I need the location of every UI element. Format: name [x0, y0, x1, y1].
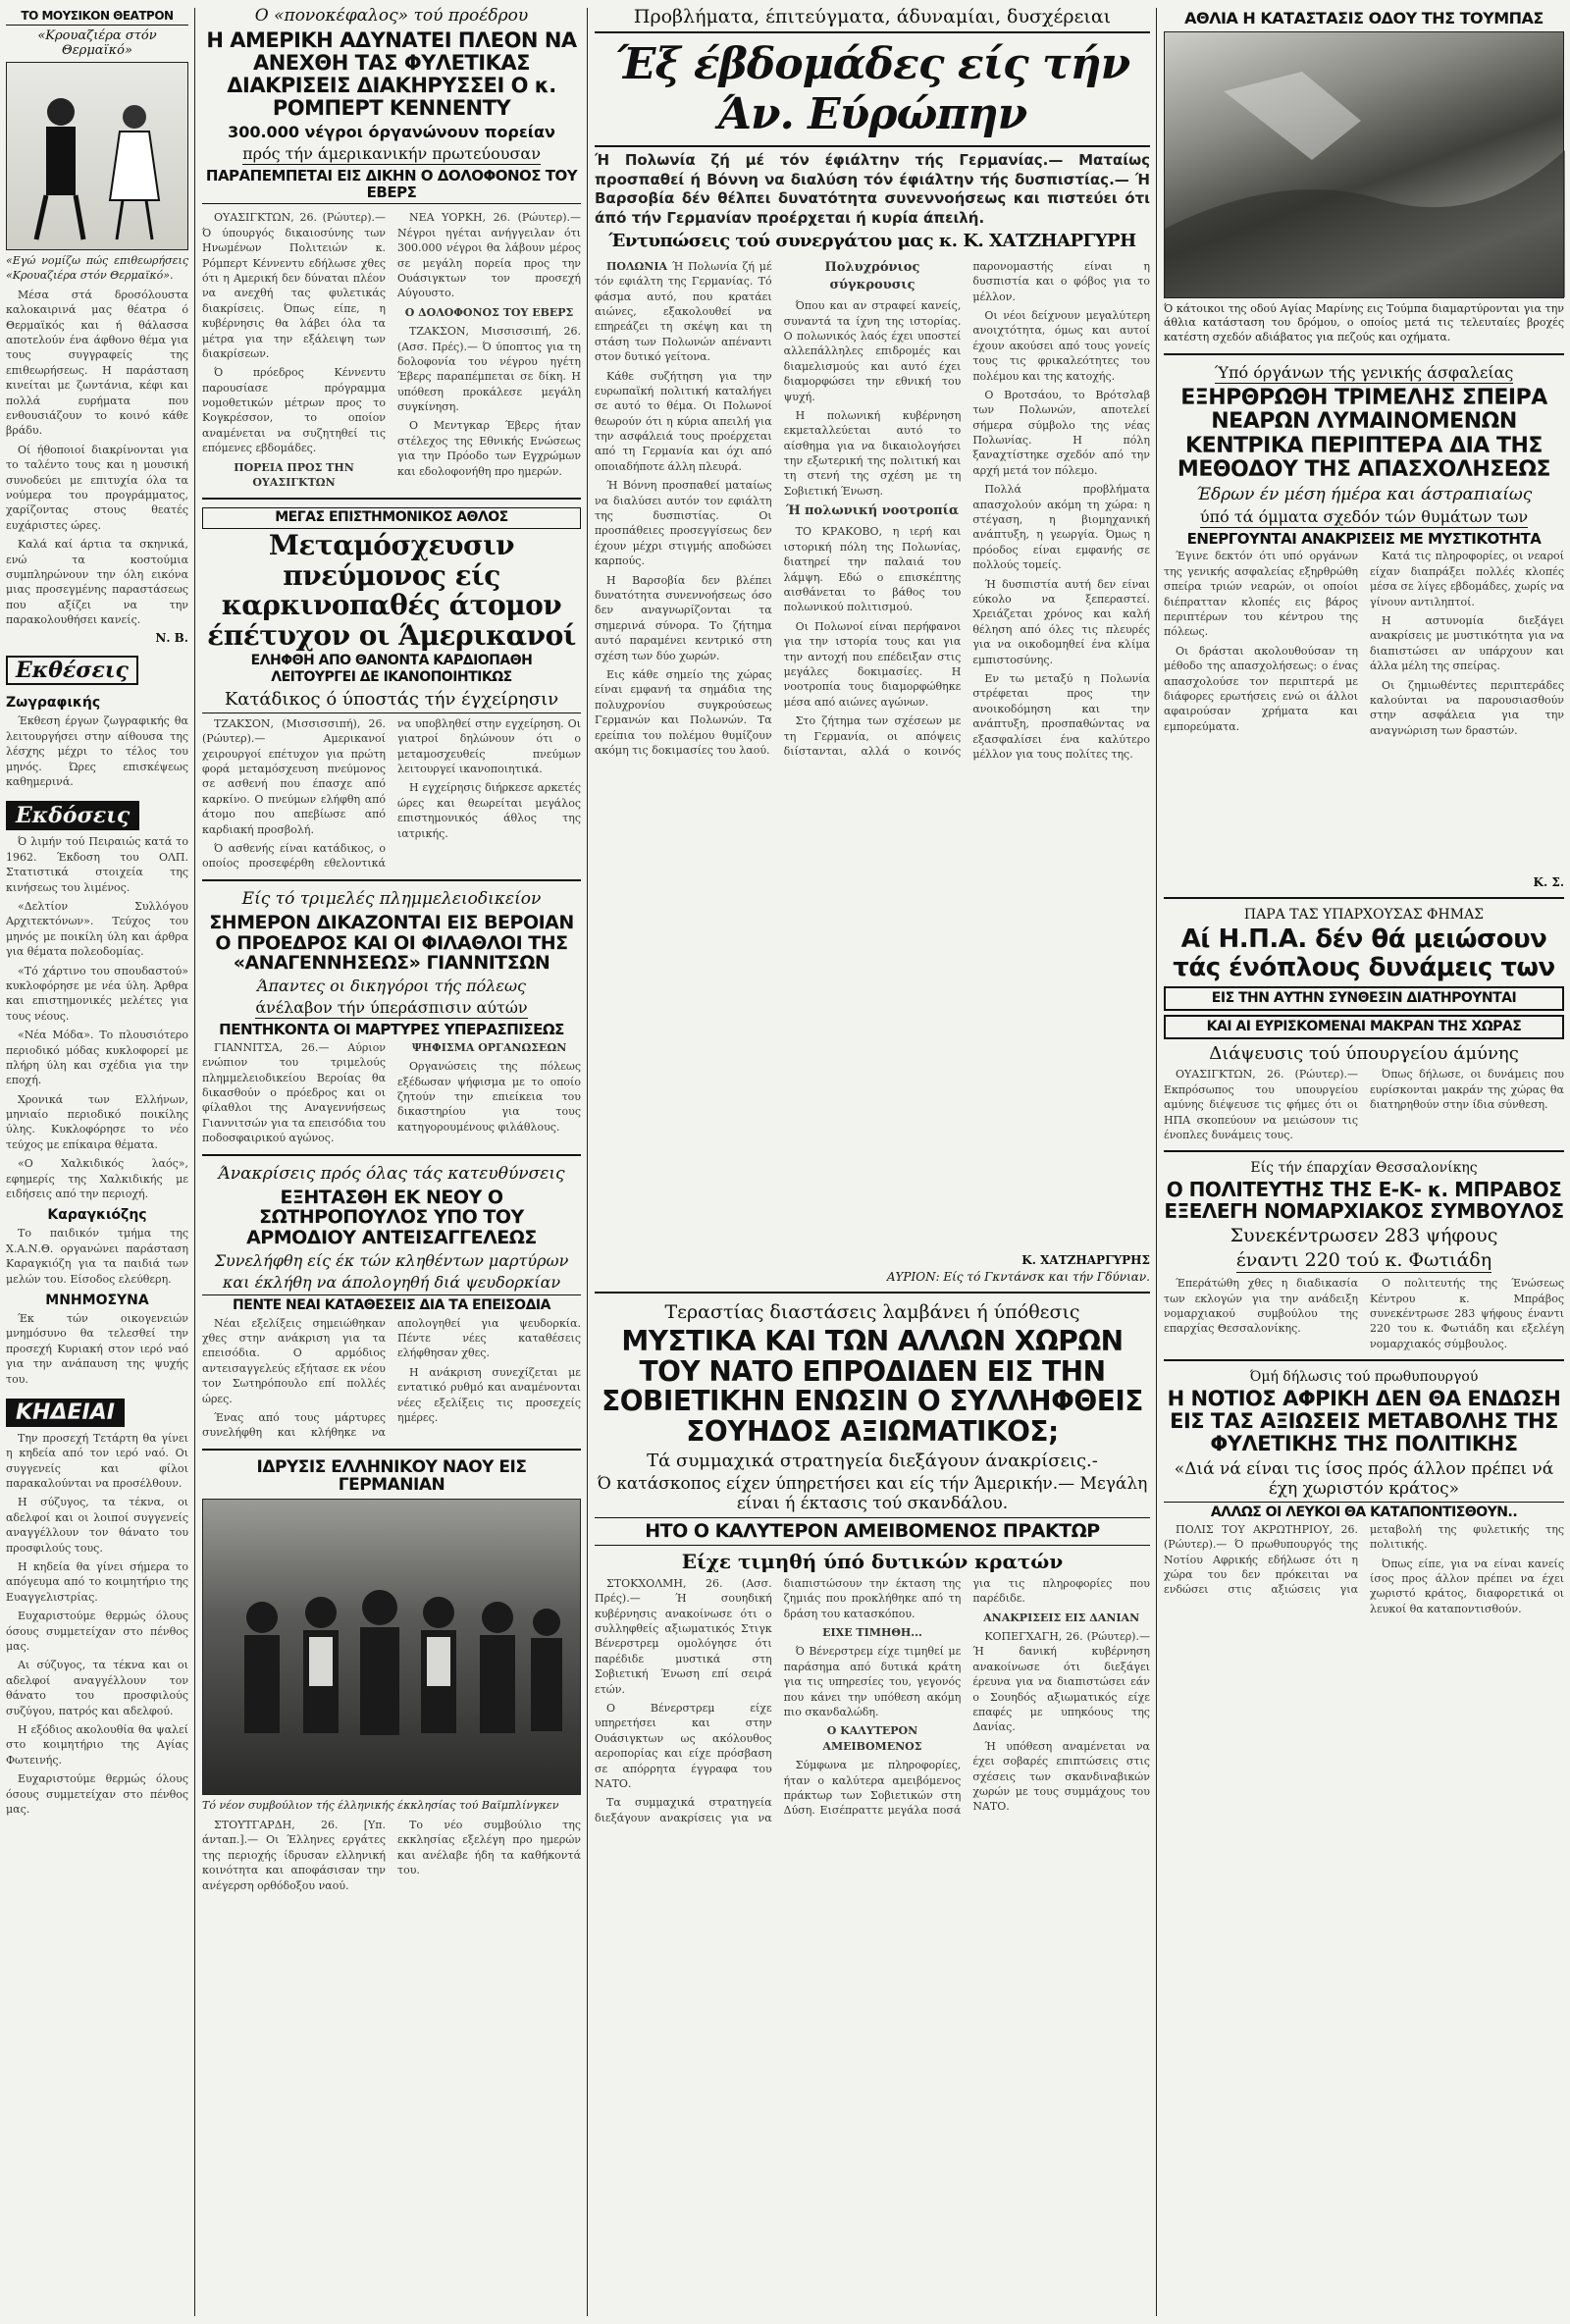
usa-sub3: Διάψευσις τού ύπουργείου άμύνης	[1209, 1043, 1519, 1065]
bravos-sub2-wrap	[1164, 1249, 1564, 1273]
transplant-sub1: ΕΛΗΦΘΗ ΑΠΟ ΘΑΝΟΝΤΑ ΚΑΡΔΙΟΠΑΘΗ	[250, 652, 533, 668]
africa-dateline: ΠΟΛΙΣ ΤΟΥ ΑΚΡΩΤΗΡΙΟΥ, 26. (Ρώυτερ).—	[1164, 1522, 1358, 1552]
lead-sub2-wrap	[202, 144, 581, 165]
series-side-head: Πολυχρόνιος σύγκρουσις	[824, 259, 920, 292]
nato-body: ΣΤΟΚΧΟΛΜΗ, 26. (Ασσ. Πρές).— Ή σουηδική κυβέρνησις ανακοίνωσε ότι ο συλληφθείς αξιωματικός Στιγκ Βένερστρεμ ομολόγησε ότι παρέδιδε μυστικά στη Σοβιετική Ένωση επί σειρά ετών. Ο Βένερστρεμ είχε υπηρετήσει και στην Ουάσιγκτων ως ακόλουθος αεροπορίας και είχε πρόσβαση σε απόρρητα έγγραφα του ΝΑΤΟ. Τα συμμαχικά στρατηγεία διεξάγουν ανακρίσεις για να διαπιστώσουν την έκταση της ζημιάς που προκλήθηκε από τη δράση του κατασκόπου. ΕΙΧΕ ΤΙΜΗΘΗ... Ό Βένερστρεμ είχε τιμηθεί με παράσημα από δυτικά κράτη για τις υπηρεσίες του, γεγονός που κάνει την υπόθεση ακόμη πιο σκανδαλώδη. Ο ΚΑΛΥΤΕΡΟΝ ΑΜΕΙΒΟΜΕΝΟΣ Σύμφωνα με πληροφορίες, ήταν ο καλύτερα αμειβόμενος πράκτωρ των Σοβιετικών στη Δύση. Εισέπραττε μεγάλα ποσά για τις πληροφορίες που παρέδιδε. ΑΝΑΚΡΙΣΕΙΣ ΕΙΣ ΔΑΝΙΑΝ ΚΟΠΕΓΧΑΓΗ, 26. (Ρώυτερ).— Ή δανική κυβέρνηση ανακοίνωσε ότι διεξάγει έρευνα για να διαπιστώσει εάν ο Σουηδός αξιωματικός είχε επαφές με υπηκόους της Δανίας. Ή υπόθεση αναμένεται να έχει σοβαρές επιπτώσεις στις σχέσεις των σκανδιναβικών χωρών με τους συμμάχους του ΝΑΤΟ.	[595, 1576, 1150, 1824]
publications-text: Ό λιμήν τού Πειραιώς κατά το 1962. Έκδοση του ΟΛΠ. Στατιστικά στοιχεία της κινήσεως του λιμένος. «Δελτίον Συλλόγου Αρχιτεκτόνων». Τεύχος του μηνός με ποικίλη ύλη και άρθρα για θέματα πολεοδομίας. «Τό χάρτινο του σπουδαστού» κυκλοφόρησε με νέα ύλη. Άρθρα και επιστημονικές μελέτες για τους νέους. «Νέα Μόδα». Το πλουσιότερο περιοδικό μόδας κυκλοφορεί με πλήρη ύλη και σχέδια για την εποχή. Χρονικά των Ελλήνων, μηνιαίο περιοδικό ποικίλης ύλης. Κυκλοφόρησε το νέο τεύχος με επίκαιρα θέματα. «Ο Χαλκιδικός λαός», εφημερίς της Χαλκιδικής με ειδήσεις από την περιοχή.	[6, 835, 188, 1201]
church-headline: ΙΔΡΥΣΙΣ ΕΛΛΗΝΙΚΟΥ ΝΑΟΥ ΕΙΣ ΓΕΡΜΑΝΙΑΝ	[256, 1456, 527, 1496]
left-column-title: ΤΟ ΜΟΥΣΙΚΟΝ ΘΕΑΤΡΟΝ	[6, 10, 188, 26]
usa-body: ΟΥΑΣΙΓΚΤΩΝ, 26. (Ρώυτερ).— Εκπρόσωπος του υπουργείου αμύνης διέψευσε τις φήμες ότι οι ΗΠΑ σκοπεύουν να μειώσουν τις ένοπλες δυνάμεις τους. Όπως δήλωσε, οι δυνάμεις που ευρίσκονται μακράν της χώρας θα διατηρηθούν στην ίδια σύνθεση.	[1164, 1068, 1564, 1141]
investigation-headline: ΕΞΗΤΑΣΘΗ ΕΚ ΝΕΟΥ Ο ΣΩΤΗΡΟΠΟΥΛΟΣ ΥΠΟ ΤΟΥ ΑΡΜΟΔΙΟΥ ΑΝΤΕΙΣΑΓΓΕΛΕΩΣ	[246, 1186, 537, 1249]
transplant-sub3: Κατάδικος ό ύποστάς τήν έγχείρησιν	[202, 689, 581, 713]
lead-body: ΟΥΑΣΙΓΚΤΩΝ, 26. (Ρώυτερ).— Ό ύπουργός δικαιοσύνης των Ηνωμένων Πολιτειών κ. Ρόμπερτ Κέννεντυ εδήλωσε χθες ότι η Αμερική δεν δύναται πλέον να ανεχθή τας φυλετικάς διακρίσεις. Όπως είπε, η κυβέρνησις θα λάβει όλα τα μέτρα για την εξάλειψη των διακρίσεων. Ό πρόεδρος Κέννεντυ παρουσίασε πρόγραμμα νομοθετικών μέτρων προς το Κογκρέσσον, το οποίον αναμένεται να συζητηθεί τις επόμενες εβδομάδες. ΠΟΡΕΙΑ ΠΡΟΣ ΤΗΝ ΟΥΑΣΙΓΚΤΩΝ ΝΕΑ ΥΟΡΚΗ, 26. (Ρώυτερ).— Νέγροι ηγέται ανήγγειλαν ότι 300.000 νέγροι θα λάβουν μέρος σε μεγάλη πορεία προς την Ουάσιγκτων τον προσεχή Αύγουστο. Ο ΔΟΛΟΦΟΝΟΣ ΤΟΥ ΕΒΕΡΣ ΤΖΑΚΣΟΝ, Μισσισσιπή, 26. (Ασσ. Πρές).— Ό ύποπτος για τη δολοφονία του νέγρου ηγέτη Έβερς παραπέμπεται σε δίκη. Η υπόθεση προκάλεσε μεγάλη συγκίνηση. Ο Μεντγκαρ Έβερς ήταν στέλεχος της Εθνικής Ενώσεως για την Πρόοδο των Εγχρώμων και εδολοφονήθη προ ημερών.	[202, 211, 581, 490]
africa-quote: «Διά νά είναι τις ίσος πρός άλλον πρέπει νά έχη χωριστόν κράτος»	[1164, 1459, 1564, 1503]
nato-dateline2: ΚΟΠΕΓΧΑΓΗ, 26. (Ρώυτερ).—	[984, 1630, 1150, 1644]
africa-headline: Η ΝΟΤΙΟΣ ΑΦΡΙΚΗ ΔΕΝ ΘΑ ΕΝΔΩΣΗ ΕΙΣ ΤΑΣ ΑΞΙΩΣΕΙΣ ΜΕΤΑΒΟΛΗΣ ΤΗΣ ΦΥΛΕΤΙΚΗΣ ΤΗΣ ΠΟΛΙΤΙΚΗΣ	[1167, 1387, 1561, 1456]
trial-sub3: ΠΕΝΤΗΚΟΝΤΑ ΟΙ ΜΑΡΤΥΡΕΣ ΥΠΕΡΑΣΠΙΣΕΩΣ	[219, 1021, 564, 1039]
series-next: ΑΥΡΙΟΝ: Είς τό Γκντάνσκ και τήν Γδύνιαν.	[886, 1269, 1150, 1284]
lead-sub1: 300.000 νέγροι όργανώνουν πορείαν	[228, 123, 555, 142]
nato-headline: ΜΥΣΤΙΚΑ ΚΑΙ ΤΩΝ ΑΛΛΩΝ ΧΩΡΩΝ ΤΟΥ ΝΑΤΟ ΕΠΡΟΔΙΔΕΝ ΕΙΣ ΤΗΝ ΣΟΒΙΕΤΙΚΗΝ ΕΝΩΣΙΝ Ο ΣΥΛΛΗΦΘΕΙΣ ΣΟΥΗΔΟΣ ΑΞΙΩΜΑΤΙΚΟΣ;	[602, 1324, 1143, 1449]
africa-sub: ΑΛΛΩΣ ΟΙ ΛΕΥΚΟΙ ΘΑ ΚΑΤΑΠΟΝΤΙΣΘΟΥΝ..	[1210, 1504, 1518, 1520]
church-dateline: ΣΤΟΥΤΓΑΡΔΗ, 26. [Υπ. άνταπ.].—	[202, 1818, 386, 1847]
center-divider-1	[202, 498, 581, 500]
nato-dateline: ΣΤΟΚΧΟΛΜΗ, 26. (Ασσ. Πρές).—	[595, 1576, 772, 1606]
right-column	[1164, 0, 1564, 2324]
nato-kicker: Τεραστίας διαστάσεις λαμβάνει ή ύπόθεσις	[664, 1300, 1080, 1323]
church-council-photo	[202, 1499, 581, 1795]
trial-body: ΓΙΑΝΝΙΤΣΑ, 26.— Αύριον ενώπιον του τριμελούς πλημμελειοδικείου Βεροίας θα δικασθούν ο πρόεδρος και οι φίλαθλοι της Αναγεννήσεως Γιαννιτσών για τα επεισόδια του ποδοσφαιρικού αγώνος. ΨΗΦΙΣΜΑ ΟΡΓΑΝΩΣΕΩΝ Οργανώσεις της πόλεως εξέδωσαν ψήφισμα με το οποίο ζητούν την επιείκεια του δικαστηρίου για τους κατηγορουμένους φιλάθλους.	[202, 1040, 581, 1145]
right-divider-1	[1164, 353, 1564, 355]
column-rule-2	[587, 8, 588, 2316]
road-photo-title: ΑΘΛΙΑ Η ΚΑΤΑΣΤΑΣΙΣ ΟΔΟΥ ΤΗΣ ΤΟΥΜΠΑΣ	[1184, 9, 1544, 27]
middle-divider-1	[595, 1292, 1150, 1294]
gang-signoff: Κ. Σ.	[1533, 875, 1564, 890]
lead-headline: Η ΑΜΕΡΙΚΗ ΑΔΥΝΑΤΕΙ ΠΛΕΟΝ ΝΑ ΑΝΕΧΘΗ ΤΑΣ ΦΥΛΕΤΙΚΑΣ ΔΙΑΚΡΙΣΕΙΣ ΔΙΑΚΗΡΥΣΣΕΙ Ο κ. ΡΟΜΠΕΡΤ ΚΕΝΝΕΝΤΥ	[206, 28, 577, 121]
investigation-body: Νέαι εξελίξεις σημειώθηκαν χθες στην ανάκριση για τα επεισόδια. Ο αρμόδιος αντεισαγγελεύς εξήτασε εκ νέου τον Σωτηρόπουλο επί πολλές ώρες. Ένας από τους μάρτυρες συνελήφθη και κλήθηκε να απολογηθεί για ψευδορκία. Πέντε νέες καταθέσεις ελήφθησαν χθες. Η ανάκριση συνεχίζεται με εντατικό ρυθμό και αναμένονται νέες εξελίξεις τις προσεχείς ημέρες.	[202, 1316, 581, 1440]
gang-sub2-wrap	[1164, 507, 1564, 528]
section-ekthesis: Εκθέσεις	[6, 656, 138, 685]
nato-sub4: Είχε τιμηθή ύπό δυτικών κρατών	[681, 1549, 1064, 1573]
lead-dateline: ΟΥΑΣΙΓΚΤΩΝ, 26. (Ρώυτερ).—	[214, 211, 386, 225]
middle-column	[595, 0, 1150, 2324]
series-body: ΠΟΛΩΝΙΑ Ή Πολωνία ζή μέ τόν εφιάλτη της Γερμανίας. Τό φάσμα αυτό, που κρατάει αιώνες, εξακολουθεί να επηρεάζει τη σκέψη και τη στάση των Πολωνών απέναντι στον δυτικό γείτονα. Κάθε συζήτηση για την ευρωπαϊκή πολιτική καταλήγει σε αυτό το θέμα. Οι Πολωνοί θεωρούν ότι η κύρια απειλή για την ασφάλειά τους προέρχεται από τη Γερμανία και όχι από οποιαδήποτε άλλη πλευρά. Ή Βόννη προσπαθεί ματαίως να διαλύσει αυτόν τον εφιάλτη της δυσπιστίας. Οι προσπάθειες προσεγγίσεως δεν έχουν μέχρι στιγμής αποδώσει καρπούς. Η Βαρσοβία δεν βλέπει δυνατότητα συνεννοήσεως όσο δεν αναγνωρίζονται τα σημερινά σύνορα. Το ζήτημα αυτό παραμένει κεντρικό στη σχέση των δύο χωρών. Εις κάθε σημείο της χώρας είναι εμφανή τα σημάδια της πολυχρονίου συγκρούσεως Γερμανών και Πολωνών. Τα ερείπια του πολέμου θυμίζουν ακόμη τις δοκιμασίες του λαού. Πολυχρόνιος σύγκρουσις Όπου και αν στραφεί κανείς, συναντά τα ίχνη της ιστορίας. Ο πολωνικός λαός έχει υποστεί αλλεπάλληλες επιδρομές και διαμελισμούς και αυτό έχει διαμορφώσει την εθνική του ψυχή. Η πολωνική κυβέρνηση εκμεταλλεύεται αυτό το αίσθημα για να δικαιολογήσει την εξωτερική της πολιτική και τη στενή της σχέση με τη Σοβιετική Ένωση. Ή πολωνική νοοτροπία ΤΟ ΚΡΑΚΟΒΟ, η ιερή και ιστορική πόλη της Πολωνίας, διατηρεί την παλαιά του λάμψη. Εδώ ο επισκέπτης αισθάνεται το βάθος του πολωνικού πολιτισμού. Οι Πολωνοί είναι περήφανοι για την ιστορία τους και για την αντοχή που επέδειξαν στις μεγάλες δοκιμασίες. Η νοοτροπία τους διαμορφώθηκε μέσα από αιώνες αγώνων. Στο ζήτημα των σχέσεων με τη Γερμανία, οι απόψεις διίστανται, αλλά ο κοινός παρονομαστής είναι η δυσπιστία και ο φόβος για το μέλλον. Οι νέοι δείχνουν μεγαλύτερη ανοιχτότητα, όμως και αυτοί έχουν ακούσει από τους γονείς τους τις φρικαλεότητες του πολέμου και της κατοχής. Ο Βροτσάου, το Βρότσλαβ των Πολωνών, αποτελεί σήμερα σύμβολο της νέας Πολωνίας. Η πόλη ξαναχτίστηκε σχεδόν από την αρχή μετά τον πόλεμο. Πολλά προβλήματα απασχολούν ακόμη τη χώρα: η στέγαση, η βιομηχανική ανάπτυξη, η γεωργία. Όμως η πρόοδος είναι εμφανής σε πολλούς τομείς. Ή δυσπιστία αυτή δεν είναι εύκολο να ξεπεραστεί. Χρειάζεται χρόνος και καλή θέληση από όλες τις πλευρές για να οικοδομηθεί ένα κλίμα εμπιστοσύνης. Εν τω μεταξύ η Πολωνία στρέφεται προς την ανοικοδόμηση και την ανάπτυξη, προσπαθώντας να εξασφαλίσει ένα καλύτερο μέλλον για τους πολίτες της.	[595, 259, 1150, 761]
nato-sub2: Ό κατάσκοπος είχεν ύπηρετήσει και είς τήν Άμερικήν.— Μεγάλη είναι ή έκτασις τού σκανδάλου.	[597, 1473, 1148, 1513]
center-divider-3	[202, 1154, 581, 1156]
series-side-head2: Ή πολωνική νοοτροπία	[785, 503, 959, 519]
transplant-sub2: ΛΕΙΤΟΥΡΓΕΙ ΔΕ ΙΚΑΝΟΠΟΙΗΤΙΚΩΣ	[271, 669, 512, 686]
section-zografiki: Ζωγραφικής	[6, 695, 101, 712]
funerals-text: Την προσεχή Τετάρτη θα γίνει η κηδεία από τον ιερό ναό. Οι συγγενείς και φίλοι παρακαλούνται να προσέλθουν. Η σύζυγος, τα τέκνα, οι αδελφοί και οι λοιποί συγγενείς αναγγέλλουν τον θάνατο του προσφιλούς τους. Η κηδεία θα γίνει σήμερα το απόγευμα από το κοιμητήριο της Ευαγγελιστρίας. Ευχαριστούμε θερμώς όλους όσους συμμετείχαν στο πένθος μας. Αι σύζυγος, τα τέκνα και οι αδελφοί αναγγέλλουν τον θάνατο του προσφιλούς συζύγου, πατρός και αδελφού. Η εξόδιος ακολουθία θα ψαλεί στο κοιμητήριο της Αγίας Φωτεινής. Ευχαριστούμε θερμώς όλους όσους συμμετείχαν στο πένθος μας.	[6, 1431, 188, 1816]
trial-sub2-wrap	[202, 998, 581, 1019]
bravos-body: Έπεράτώθη χθες η διαδικασία των εκλογών για την ανάδειξη νομαρχιακού συμβούλου της επαρχίας Θεσσαλονίκης. Ο πολιτευτής της Ένώσεως Κέντρου κ. Μπράβος συνεκέντρωσε 283 ψήφους έναντι 220 του κ. Φωτιάδη και εξελέγη νομαρχιακός σύμβουλος.	[1164, 1277, 1564, 1350]
investigation-sub1: Συνελήφθη είς έκ τών κληθέντων μαρτύρων	[214, 1251, 569, 1271]
section-karagiozis: Καραγκιόζης	[47, 1207, 147, 1224]
trial-sub1: Άπαντες οι δικηγόροι τής πόλεως	[256, 977, 527, 996]
series-kicker: Προβλήματα, έπιτεύγματα, άδυναμίαι, δυσχέρειαι	[633, 6, 1112, 27]
usa-headline: Αί Η.Π.Α. δέν θά μειώσουν τάς ένόπλους δυνάμεις των	[1173, 924, 1555, 982]
center-divider-4	[202, 1449, 581, 1451]
gang-sub3: ΕΝΕΡΓΟΥΝΤΑΙ ΑΝΑΚΡΙΣΕΙΣ ΜΕ ΜΥΣΤΙΚΟΤΗΤΑ	[1186, 529, 1542, 548]
transplant-body: ΤΖΑΚΣΟΝ, (Μισσισσιπή), 26. (Ρώυτερ).— Αμερικανοί χειρουργοί επέτυχον για πρώτη φορά μεταμόσχευση πνεύμονος σε ασθενή που έπασχε από καρκίνο. Ο πνεύμων ελήφθη από άτομο που απεβίωσε από καρδιακή προσβολή. Ό ασθενής είναι κατάδικος, ο οποίος προσεφέρθη εθελοντικά να υποβληθεί στην εγχείρηση. Οι γιατροί δηλώνουν ότι ο μεταμοσχευθείς πνεύμων λειτουργεί ικανοποιητικά. Η εγχείρησις διήρκεσε αρκετές ώρες και θεωρείται μεγάλος επιστημονικός άθλος της ιατρικής.	[202, 716, 581, 871]
section-kidia: ΚΗΔΕΙΑΙ	[6, 1399, 125, 1427]
trial-headline: ΣΗΜΕΡΟΝ ΔΙΚΑΖΟΝΤΑΙ ΕΙΣ ΒΕΡΟΙΑΝ Ο ΠΡΟΕΔΡΟΣ ΚΑΙ ΟΙ ΦΙΛΑΘΛΟΙ ΤΗΣ «ΑΝΑΓΕΝΝΗΣΕΩΣ» ΓΙΑΝΝΙΤΣΩΝ	[209, 911, 574, 975]
trial-section: ΨΗΦΙΣΜΑ ΟΡΓΑΝΩΣΕΩΝ	[411, 1040, 567, 1054]
gang-sub1: Έδρων έν μέση ήμέρα και άστραπιαίως	[1195, 484, 1533, 504]
investigation-kicker: Άνακρίσεις πρός όλας τάς κατευθύνσεις	[218, 1163, 565, 1184]
assassin-subhead: Ο ΔΟΛΟΦΟΝΟΣ ΤΟΥ ΕΒΕΡΣ	[404, 305, 574, 319]
new-york-subhead: ΠΟΡΕΙΑ ΠΡΟΣ ΤΗΝ ΟΥΑΣΙΓΚΤΩΝ	[234, 460, 354, 490]
bravos-sub2: έναντι 220 τού κ. Φωτιάδη	[1235, 1249, 1492, 1272]
road-photo	[1164, 31, 1564, 298]
trial-sub2: άνέλαβον τήν ύπεράσπισιν αύτών	[255, 998, 528, 1018]
usa-sub1: ΕΙΣ ΤΗΝ ΑΥΤΗΝ ΣΥΝΘΕΣΙΝ ΔΙΑΤΗΡΟΥΝΤΑΙ	[1164, 986, 1564, 1011]
section-ekdoseis: Εκδόσεις	[6, 801, 139, 830]
series-banner: Έξ έβδομάδες είς τήν Άν. Εύρώπην	[595, 31, 1150, 147]
exhibition-text: Έκθεση έργων ζωγραφικής θα λειτουργήσει στην αίθουσα της λέσχης μέχρι το τέλος του μηνός. Ώρες επισκέψεως καθημερινά.	[6, 714, 188, 789]
column-rule-1	[194, 8, 195, 2316]
center-divider-2	[202, 879, 581, 881]
cartoon-title: «Κρουαζιέρα στόν Θερμαϊκό»	[37, 28, 157, 59]
church-body: ΣΤΟΥΤΓΑΡΔΗ, 26. [Υπ. άνταπ.].— Οι Έλληνες εργάτες της περιοχής ίδρυσαν ελληνική κοινότητα και αποφάσισαν την ανέγερση ορθόδοξου ναού. Το νέο συμβούλιο της εκκλησίας εξελέγη προ ημερών και ανέλαβε ήδη τα καθήκοντά του.	[202, 1818, 581, 1892]
africa-body: ΠΟΛΙΣ ΤΟΥ ΑΚΡΩΤΗΡΙΟΥ, 26. (Ρώυτερ).— Ό πρωθυπουργός της Νοτίου Αφρικής εδήλωσε ότι η χώρα του δεν πρόκειται να ενδώσει στις αξιώσεις για μεταβολή της φυλετικής της πολιτικής. Όπως είπε, για να είναι κανείς ίσος προς άλλον πρέπει να έχει χωριστό κράτος, διαφορετικά οι λευκοί θα καταποντισθούν.	[1164, 1522, 1564, 1615]
lead-sub3: ΠΑΡΑΠΕΜΠΕΤΑΙ ΕΙΣ ΔΙΚΗΝ Ο ΔΟΛΟΦΟΝΟΣ ΤΟΥ ΕΒΕΡΣ	[202, 168, 581, 204]
usa-kicker: ΠΑΡΑ ΤΑΣ ΥΠΑΡΧΟΥΣΑΣ ΦΗΜΑΣ	[1243, 907, 1485, 924]
column-rule-3	[1156, 8, 1157, 2316]
road-photo-caption: Ό κάτοικοι της οδού Αγίας Μαρίνης εις Τούμπα διαμαρτύρονται για την άθλια κατάσταση του δρόμου, ο οποίος μετά τις τελευταίες βροχές κατέστη σχεδόν αδιάβατος για πεζούς και οχήματα.	[1164, 301, 1564, 344]
series-deck: Ή Πολωνία ζή μέ τόν έφιάλτην τής Γερμανίας.— Ματαίως προσπαθεί ή Βόννη να διαλύση τόν έφιάλτην τής δυσπιστίας.— Ή Βαρσοβία δέν θέλπει δυνατότητα συνεννοήσεως και πιστεύει ότι άπό τήν Γερμανίαν προέρχεται ή κυρία άπειλή.	[595, 151, 1150, 227]
series-sub: Έντυπώσεις τού συνεργάτου μας κ. Κ. ΧΑΤΖΗΑΡΓΥΡΗ	[608, 231, 1136, 251]
lead-kicker: Ο «πονοκέφαλος» τού προέδρου	[254, 6, 529, 26]
investigation-sub2: και έκλήθη να άπολογηθή διά ψευδορκίαν	[202, 1273, 581, 1295]
karagiozis-text: Το παιδικόν τμήμα της Χ.Α.Ν.Θ. οργανώνει παράσταση Καραγκιόζη για τα παιδιά των μελών του. Είσοδος ελεύθερη.	[6, 1227, 188, 1286]
gang-kicker-wrap	[1164, 363, 1564, 384]
nato-sub1: Τά συμμαχικά στρατηγεία διεξάγουν άνακρίσεις.-	[647, 1450, 1098, 1471]
right-divider-3	[1164, 1150, 1564, 1152]
bravos-kicker: Είς τήν έπαρχίαν Θεσσαλονίκης	[1250, 1160, 1478, 1177]
nato-sub3: ΗΤΟ Ο ΚΑΛΥΤΕΡΟΝ ΑΜΕΙΒΟΜΕΝΟΣ ΠΡΑΚΤΩΡ	[595, 1517, 1150, 1546]
section-mnimosyna: ΜΝΗΜΟΣΥΝΑ	[45, 1292, 149, 1308]
memorial-text: Έκ τών οικογενειών μνημόσυνο θα τελεσθεί την προσεχή Κυριακή στον ιερό ναό για την ανάπαυση της ψυχής του.	[6, 1311, 188, 1386]
review-signoff: Ν. Β.	[155, 631, 188, 646]
nato-small3: ΑΝΑΚΡΙΣΕΙΣ ΕΙΣ ΔΑΝΙΑΝ	[983, 1611, 1140, 1624]
theatre-review-text: Μέσα στά δροσόλουστα καλοκαιρινά μας θέατρα ό Θερμαϊκός και ή θάλασσα αποτελούν ένα άφθονο θέμα για τους συγγραφείς της επιθεωρήσεως. Η παράσταση κινείται με ζωντάνια, κέφι και πολλά ευρήματα που ενθουσιάζουν το κοινό κάθε βράδυ. Οί ήθοποιοί διακρίνονται για το ταλέντο τους και η μουσική συνοδεύει με επιτυχία όλα τα νούμερα του προγράμματος, χαρίζοντας στους θεατές ευχάριστες ώρες. Καλά καί άρτια τα σκηνικά, ενώ τα κοστούμια συμπληρώνουν την όλη εικόνα μιας προσεγμένης παραστάσεως που αξίζει να την παρακολουθήσει κανείς.	[6, 288, 188, 627]
trial-dateline: ΓΙΑΝΝΙΤΣΑ, 26.—	[214, 1040, 330, 1054]
left-column	[6, 0, 188, 2324]
right-divider-2	[1164, 897, 1564, 899]
group-photo-icon	[203, 1500, 582, 1794]
trial-kicker: Είς τό τριμελές πλημμελειοδικείον	[241, 888, 542, 909]
investigation-sub3: ΠΕΝΤΕ ΝΕΑΙ ΚΑΤΑΘΕΣΕΙΣ ΔΙΑ ΤΑ ΕΠΕΙΣΟΔΙΑ	[233, 1297, 550, 1314]
right-divider-4	[1164, 1359, 1564, 1361]
bravos-headline: Ο ΠΟΛΙΤΕΥΤΗΣ ΤΗΣ Ε-Κ- κ. ΜΠΡΑΒΟΣ ΕΞΕΛΕΓΗ ΝΟΜΑΡΧΙΑΚΟΣ ΣΥΜΒΟΥΛΟΣ	[1164, 1178, 1564, 1224]
usa-dateline: ΟΥΑΣΙΓΚΤΩΝ, 26. (Ρώυτερ).—	[1176, 1068, 1358, 1082]
gang-kicker: Ύπό όργάνων τής γενικής άσφαλείας	[1214, 363, 1514, 383]
series-dateline: ΠΟΛΩΝΙΑ	[606, 259, 668, 273]
transplant-headline: Μεταμόσχευσιν πνεύμονος είς καρκινοπαθές άτομον έπέτυχον οι Άμερικανοί	[207, 528, 576, 653]
gang-headline: ΕΞΗΡΘΡΩΘΗ ΤΡΙΜΕΛΗΣ ΣΠΕΙΡΑ ΝΕΑΡΩΝ ΛΥΜΑΙΝΟΜΕΝΩΝ ΚΕΝΤΡΙΚΑ ΠΕΡΙΠΤΕΡΑ ΔΙΑ ΤΗΣ ΜΕΘΟΔΟΥ ΤΗΣ ΑΠΑΣΧΟΛΗΣΕΩΣ	[1177, 386, 1551, 482]
series-byline: Κ. ΧΑΤΖΗΑΡΓΥΡΗΣ	[1021, 1252, 1150, 1267]
transplant-kicker: ΜΕΓΑΣ ΕΠΙΣΤΗΜΟΝΙΚΟΣ ΑΘΛΟΣ	[202, 507, 581, 528]
usa-sub2: ΚΑΙ ΑΙ ΕΥΡΙΣΚΟΜΕΝΑΙ ΜΑΚΡΑΝ ΤΗΣ ΧΩΡΑΣ	[1164, 1015, 1564, 1039]
cartoon-caption: «Εγώ νομίζω πώς επιθεωρήσεις «Κρουαζιέρα στόν Θερμαϊκό».	[6, 254, 188, 283]
nato-small1: ΕΙΧΕ ΤΙΜΗΘΗ...	[822, 1626, 922, 1640]
cartoon-illustration-icon	[7, 63, 189, 249]
gang-sub2: ύπό τά όμματα σχεδόν τών θυμάτων των	[1199, 506, 1529, 526]
africa-kicker: Όμή δήλωσις τού πρωθυπουργού	[1249, 1369, 1479, 1386]
cartoon-image	[6, 62, 188, 250]
lead-sub2: πρός τήν άμερικανικήν πρωτεύουσαν	[242, 144, 541, 164]
nato-small2: Ο ΚΑΛΥΤΕΡΟΝ ΑΜΕΙΒΟΜΕΝΟΣ	[822, 1724, 922, 1753]
church-caption: Τό νέον συμβούλιον τής έλληνικής έκκλησίας τού Βαϊμπλίνγκεν	[202, 1799, 559, 1813]
gang-body: Έγινε δεκτόν ότι υπό οργάνων της γενικής ασφαλείας εξηρθρώθη σπείρα τριών νεαρών, οι οποίοι διέπρατταν κλοπές εις βάρος περιπτέρων του κέντρου της πόλεως. Οι δράσται ακολουθούσαν τη μέθοδο της απασχολήσεως: ο ένας απασχολούσε τον περιπτερά με διάφορες ερωτήσεις ενώ οι άλλοι αφαιρούσαν χρήματα και εμπορεύματα. Κατά τις πληροφορίες, οι νεαροί είχαν διαπράξει πολλές κλοπές μέσα σε λίγες εβδομάδες, χωρίς να γίνουν αντιληπτοί. Η αστυνομία διεξάγει ανακρίσεις με μυστικότητα για να διαπιστώσει αν υπάρχουν και άλλα μέλη της σπείρας. Οι ζημιωθέντες περιπτεράδες καλούνται να παρουσιασθούν στην ασφάλεια για την αναγνώριση των δραστών.	[1164, 550, 1564, 737]
center-column	[202, 0, 581, 2324]
road-damage-icon	[1165, 32, 1565, 297]
bravos-sub1: Συνεκέντρωσεν 283 ψήφους	[1230, 1225, 1498, 1247]
